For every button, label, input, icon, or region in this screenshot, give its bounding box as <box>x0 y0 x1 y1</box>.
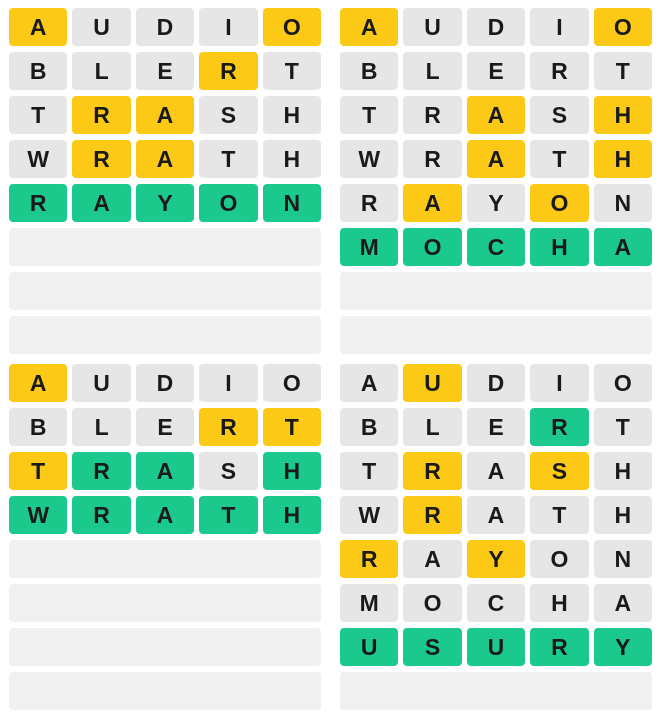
letter-tile: T <box>199 496 257 534</box>
letter-tile: H <box>594 140 652 178</box>
letter-tile: T <box>594 408 652 446</box>
letter-tile: O <box>530 184 588 222</box>
guess-grid <box>9 364 321 710</box>
letter-tile: R <box>340 184 398 222</box>
letter-tile: W <box>9 140 67 178</box>
letter-tile: H <box>263 140 321 178</box>
letter-tile: R <box>530 408 588 446</box>
letter-tile: W <box>340 140 398 178</box>
letter-tile: T <box>594 52 652 90</box>
empty-row <box>9 628 321 666</box>
empty-row <box>340 272 652 310</box>
guess-grid <box>340 364 652 710</box>
letter-tile: A <box>594 584 652 622</box>
guess-row <box>340 364 652 402</box>
letter-tile: N <box>263 184 321 222</box>
letter-tile: U <box>340 628 398 666</box>
letter-tile: Y <box>467 540 525 578</box>
letter-tile: B <box>9 52 67 90</box>
guess-row <box>9 408 321 446</box>
letter-tile: A <box>340 8 398 46</box>
guess-row <box>340 96 652 134</box>
letter-tile: W <box>9 496 67 534</box>
letter-tile: L <box>72 52 130 90</box>
letter-tile: O <box>403 584 461 622</box>
letter-tile: S <box>199 452 257 490</box>
empty-row <box>9 316 321 354</box>
letter-tile: L <box>403 408 461 446</box>
letter-tile: A <box>136 496 194 534</box>
letter-tile: H <box>530 228 588 266</box>
letter-tile: R <box>72 452 130 490</box>
guess-row <box>340 496 652 534</box>
letter-tile: U <box>72 364 130 402</box>
guess-row <box>9 8 321 46</box>
letter-tile: S <box>199 96 257 134</box>
letter-tile: S <box>530 96 588 134</box>
letter-tile: C <box>467 228 525 266</box>
letter-tile: A <box>340 364 398 402</box>
letter-tile: B <box>340 408 398 446</box>
letter-tile: A <box>72 184 130 222</box>
letter-tile: R <box>403 140 461 178</box>
letter-tile: I <box>199 364 257 402</box>
letter-tile: A <box>403 540 461 578</box>
letter-tile: N <box>594 540 652 578</box>
letter-tile: O <box>530 540 588 578</box>
empty-row <box>9 672 321 710</box>
letter-tile: A <box>467 96 525 134</box>
board-bottom-left <box>0 356 330 712</box>
letter-tile: S <box>530 452 588 490</box>
guess-row <box>9 364 321 402</box>
letter-tile: T <box>530 140 588 178</box>
letter-tile: T <box>263 52 321 90</box>
letter-tile: H <box>594 496 652 534</box>
empty-row <box>340 672 652 710</box>
guess-row <box>9 52 321 90</box>
guess-grid <box>340 8 652 354</box>
guess-row <box>340 8 652 46</box>
guess-grid <box>9 8 321 354</box>
letter-tile: A <box>467 140 525 178</box>
letter-tile: R <box>9 184 67 222</box>
letter-tile: A <box>467 452 525 490</box>
letter-tile: A <box>467 496 525 534</box>
letter-tile: E <box>136 52 194 90</box>
letter-tile: H <box>263 96 321 134</box>
guess-row <box>340 52 652 90</box>
letter-tile: M <box>340 584 398 622</box>
letter-tile: I <box>530 8 588 46</box>
letter-tile: C <box>467 584 525 622</box>
letter-tile: O <box>594 364 652 402</box>
letter-tile: Y <box>467 184 525 222</box>
letter-tile: R <box>72 140 130 178</box>
empty-row <box>9 228 321 266</box>
letter-tile: R <box>530 628 588 666</box>
guess-row <box>340 628 652 666</box>
letter-tile: T <box>340 96 398 134</box>
guess-row <box>9 96 321 134</box>
letter-tile: A <box>136 452 194 490</box>
letter-tile: L <box>72 408 130 446</box>
letter-tile: D <box>467 364 525 402</box>
guess-row <box>9 452 321 490</box>
letter-tile: R <box>199 52 257 90</box>
letter-tile: H <box>594 452 652 490</box>
letter-tile: A <box>136 140 194 178</box>
board-bottom-right <box>331 356 661 712</box>
letter-tile: E <box>467 52 525 90</box>
empty-row <box>9 272 321 310</box>
guess-row <box>9 496 321 534</box>
letter-tile: U <box>72 8 130 46</box>
letter-tile: T <box>9 96 67 134</box>
board-top-left <box>0 0 330 356</box>
guess-row <box>340 184 652 222</box>
empty-row <box>9 540 321 578</box>
letter-tile: H <box>530 584 588 622</box>
guess-row <box>340 140 652 178</box>
letter-tile: U <box>403 364 461 402</box>
guess-row <box>340 540 652 578</box>
letter-tile: O <box>199 184 257 222</box>
letter-tile: U <box>403 8 461 46</box>
empty-row <box>340 316 652 354</box>
letter-tile: D <box>136 364 194 402</box>
letter-tile: T <box>263 408 321 446</box>
letter-tile: S <box>403 628 461 666</box>
guess-row <box>9 140 321 178</box>
letter-tile: W <box>340 496 398 534</box>
letter-tile: Y <box>136 184 194 222</box>
letter-tile: H <box>263 452 321 490</box>
letter-tile: T <box>530 496 588 534</box>
board-top-right <box>331 0 661 356</box>
letter-tile: O <box>403 228 461 266</box>
letter-tile: M <box>340 228 398 266</box>
letter-tile: A <box>403 184 461 222</box>
letter-tile: N <box>594 184 652 222</box>
guess-row <box>340 584 652 622</box>
letter-tile: R <box>403 496 461 534</box>
letter-tile: A <box>136 96 194 134</box>
letter-tile: I <box>530 364 588 402</box>
letter-tile: E <box>136 408 194 446</box>
letter-tile: T <box>340 452 398 490</box>
guess-row <box>340 228 652 266</box>
letter-tile: R <box>199 408 257 446</box>
letter-tile: O <box>263 8 321 46</box>
letter-tile: Y <box>594 628 652 666</box>
letter-tile: H <box>263 496 321 534</box>
letter-tile: D <box>136 8 194 46</box>
letter-tile: E <box>467 408 525 446</box>
letter-tile: R <box>340 540 398 578</box>
letter-tile: B <box>9 408 67 446</box>
letter-tile: A <box>9 364 67 402</box>
letter-tile: U <box>467 628 525 666</box>
empty-row <box>9 584 321 622</box>
letter-tile: O <box>263 364 321 402</box>
letter-tile: I <box>199 8 257 46</box>
letter-tile: R <box>72 96 130 134</box>
letter-tile: R <box>403 452 461 490</box>
letter-tile: R <box>530 52 588 90</box>
letter-tile: A <box>594 228 652 266</box>
letter-tile: B <box>340 52 398 90</box>
letter-tile: O <box>594 8 652 46</box>
letter-tile: T <box>9 452 67 490</box>
guess-row <box>340 408 652 446</box>
guess-row <box>9 184 321 222</box>
letter-tile: R <box>72 496 130 534</box>
letter-tile: H <box>594 96 652 134</box>
letter-tile: L <box>403 52 461 90</box>
guess-row <box>340 452 652 490</box>
letter-tile: A <box>9 8 67 46</box>
letter-tile: D <box>467 8 525 46</box>
letter-tile: R <box>403 96 461 134</box>
letter-tile: T <box>199 140 257 178</box>
